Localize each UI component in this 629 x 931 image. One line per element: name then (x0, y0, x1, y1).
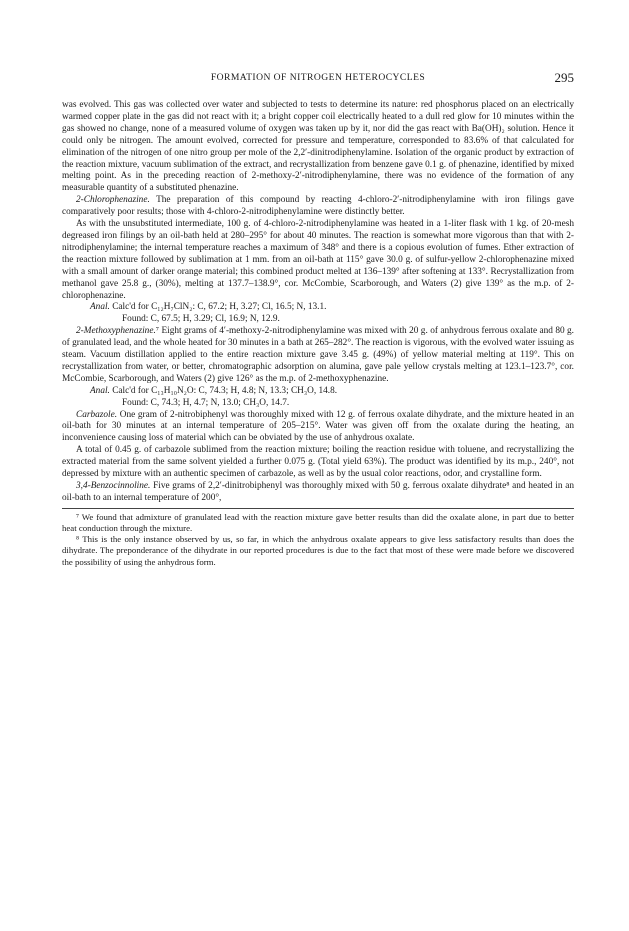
paragraph-2-methoxyphenazine (62, 326, 574, 386)
footnote-ref-7[interactable]: ⁷ (155, 326, 160, 337)
paragraph-text: One gram of 2-nitrobiphenyl was thoroughly mixed with 12 g. of ferrous oxalate dihydrate, and the mixture heated in an oil-bath for 30 minutes at an internal temperature of 205–215°. Water was given off from the oxalate during the heating, an inconvenience causing loss of material which can be obviated by the use of anhydrous oxalate. (62, 409, 574, 444)
analysis-text: Calc'd for C₁₂H₇ClN₂: C, 67.2; H, 3.27; Cl, 16.5; N, 13.1. (109, 302, 327, 313)
analysis-label: Anal. (90, 385, 110, 396)
paragraph-nitrogen-evolution: was evolved. This gas was collected over water and subjected to tests to determine its nature: red phosphorus placed on an electrically warmed copper plate in the gas did not react with it; a bright copper coil electrically heated to a dull red glow for 10 minutes within the gas showed no change, none of a measured volume of oxygen was taken up by it, nor did the gas react with Ba(OH)₂ solution. Hence it could only be nitrogen. The amount evolved, corrected for pressure and temperature, corresponded to 83.6% of that calculated for elimination of the nitrogen of one nitro group per mole of the 2,2′-dinitrodiphenylamine. Isolation of the organic product by extraction of the reaction mixture, vacuum sublimation of the extract, and recrystallization from benzene gave 0.1 g. of phenazine, identified by mixed melting point. As in the preceding reaction of 2-methoxy-2′-nitrodiphenylamine, there was no evidence of the formation of any measurable quantity of a substituted phenazine. (62, 100, 574, 194)
section-title-2-methoxyphenazine: 2-Methoxyphenazine. (76, 326, 156, 337)
analysis-label: Anal. (90, 302, 110, 313)
paragraph-text: The preparation of this compound by reacting 4-chloro-2′-nitrodiphenylamine with iron filings gave comparatively poor results; those with 4-chloro-2-nitrodiphenylamine were distinctly better. (62, 195, 574, 218)
footnote-divider (62, 508, 574, 509)
paragraph-2-chlorophenazine-procedure: As with the unsubstituted intermediate, 100 g. of 4-chloro-2-nitrodiphenylamine was heated in a 1-liter flask with 1 kg. of 20-mesh degreased iron filings by an oil-bath held at 280–295° for about 40 minutes. The reaction is somewhat more vigorous than that with 2-nitrodiphenylamine; the internal temperature reaches a maximum of 348° and there is a copious evolution of fumes. Ether extraction of the reaction mixture followed by sublimation at 1 mm. from an oil-bath at 115° gave 30.0 g. of sulfur-yellow 2-chlorophenazine mixed with a small amount of darker orange material; this combined product melted at 136–139° after softening at 133°. Recrystallization from methanol gave 25.8 g., (30%), melting at 137.7–138.9°, cor. McCombie, Scarborough, and Waters (2) give 139° as the m.p. of 2-chlorophenazine. (62, 219, 574, 301)
paragraph-carbazole-yield: A total of 0.45 g. of carbazole sublimed from the reaction mixture; boiling the reaction residue with toluene, and recrystallizing the extracted material from the same solvent yielded a further 0.075 g. (Total yield 63%). The product was identified by its m.p., 240°, not depressed by mixture with an authentic specimen of carbazole, as well as by the usual color reactions, odor, and crystalline form. (62, 445, 574, 480)
footnote-ref-8[interactable]: ⁸ (506, 481, 510, 491)
section-title-2-chlorophenazine: 2-Chlorophenazine. (76, 195, 150, 206)
footnote-7: ⁷ We found that admixture of granulated lead with the reaction mixture gave better results than did the oxalate alone, in part due to better heat conduction through the mixture. (62, 511, 574, 534)
section-title-carbazole: Carbazole. (76, 409, 118, 420)
analysis-text: Calc'd for C₁₃H₁₀N₂O: C, 74.3; H, 4.8; N, 13.3; CH₃O, 14.8. (109, 385, 338, 396)
paragraph-text-end: and heated in an oil-bath to an internal temperature of 200°, (62, 481, 574, 503)
paragraph-2-chlorophenazine-intro (62, 195, 574, 219)
analysis-calculated-2 (62, 386, 574, 398)
analysis-found-2: Found: C, 74.3; H, 4.7; N, 13.0; CH₃O, 14.7. (122, 397, 290, 408)
footnotes (62, 512, 574, 568)
paragraph-benzocinnoline (62, 481, 574, 505)
paragraph-carbazole (62, 410, 574, 446)
footnote-8: ⁸ This is the only instance observed by us, so far, in which the anhydrous oxalate appears to give less satisfactory results than does the dihydrate. The preponderance of the dihydrate in our reported procedures is due to the fact that most of these were made before we discovered the possibility of using the anhydrous form. (62, 534, 574, 567)
paragraph-text: Five grams of 2,2′-dinitrobiphenyl was thoroughly mixed with 50 g. ferrous oxalate dihydrate (150, 481, 507, 491)
section-title-benzocinnoline: 3,4-Benzocinnoline. (76, 481, 151, 491)
analysis-found-1: Found: C, 67.5; H, 3.29; Cl, 16.9; N, 12.9. (122, 314, 280, 325)
page-number: 295 (554, 70, 574, 85)
article-body (62, 100, 574, 568)
paragraph-text: Eight grams of 4′-methoxy-2-nitrodiphenylamine was mixed with 20 g. of anhydrous ferrous oxalate and 80 g. of granulated lead, and the whole heated for 30 minutes in a bath at 265–282°. The reaction is vigorous, with the evolved water issuing as steam. Vacuum distillation applied to the entire reaction mixture gave 3.45 g. (49%) of yellow material melting at 119°. This on recrystallization from water, or better, chromatographic adsorption on alumina, gave pale yellow crystals melting at 123.1–123.7°, cor. McCombie, Scarborough, and Waters (2) give 126° as the m.p. of 2-methoxyphenazine. (62, 326, 574, 384)
analysis-calculated-1 (62, 302, 574, 314)
running-title: FORMATION OF NITROGEN HETEROCYCLES (210, 72, 426, 83)
running-head (62, 72, 574, 88)
